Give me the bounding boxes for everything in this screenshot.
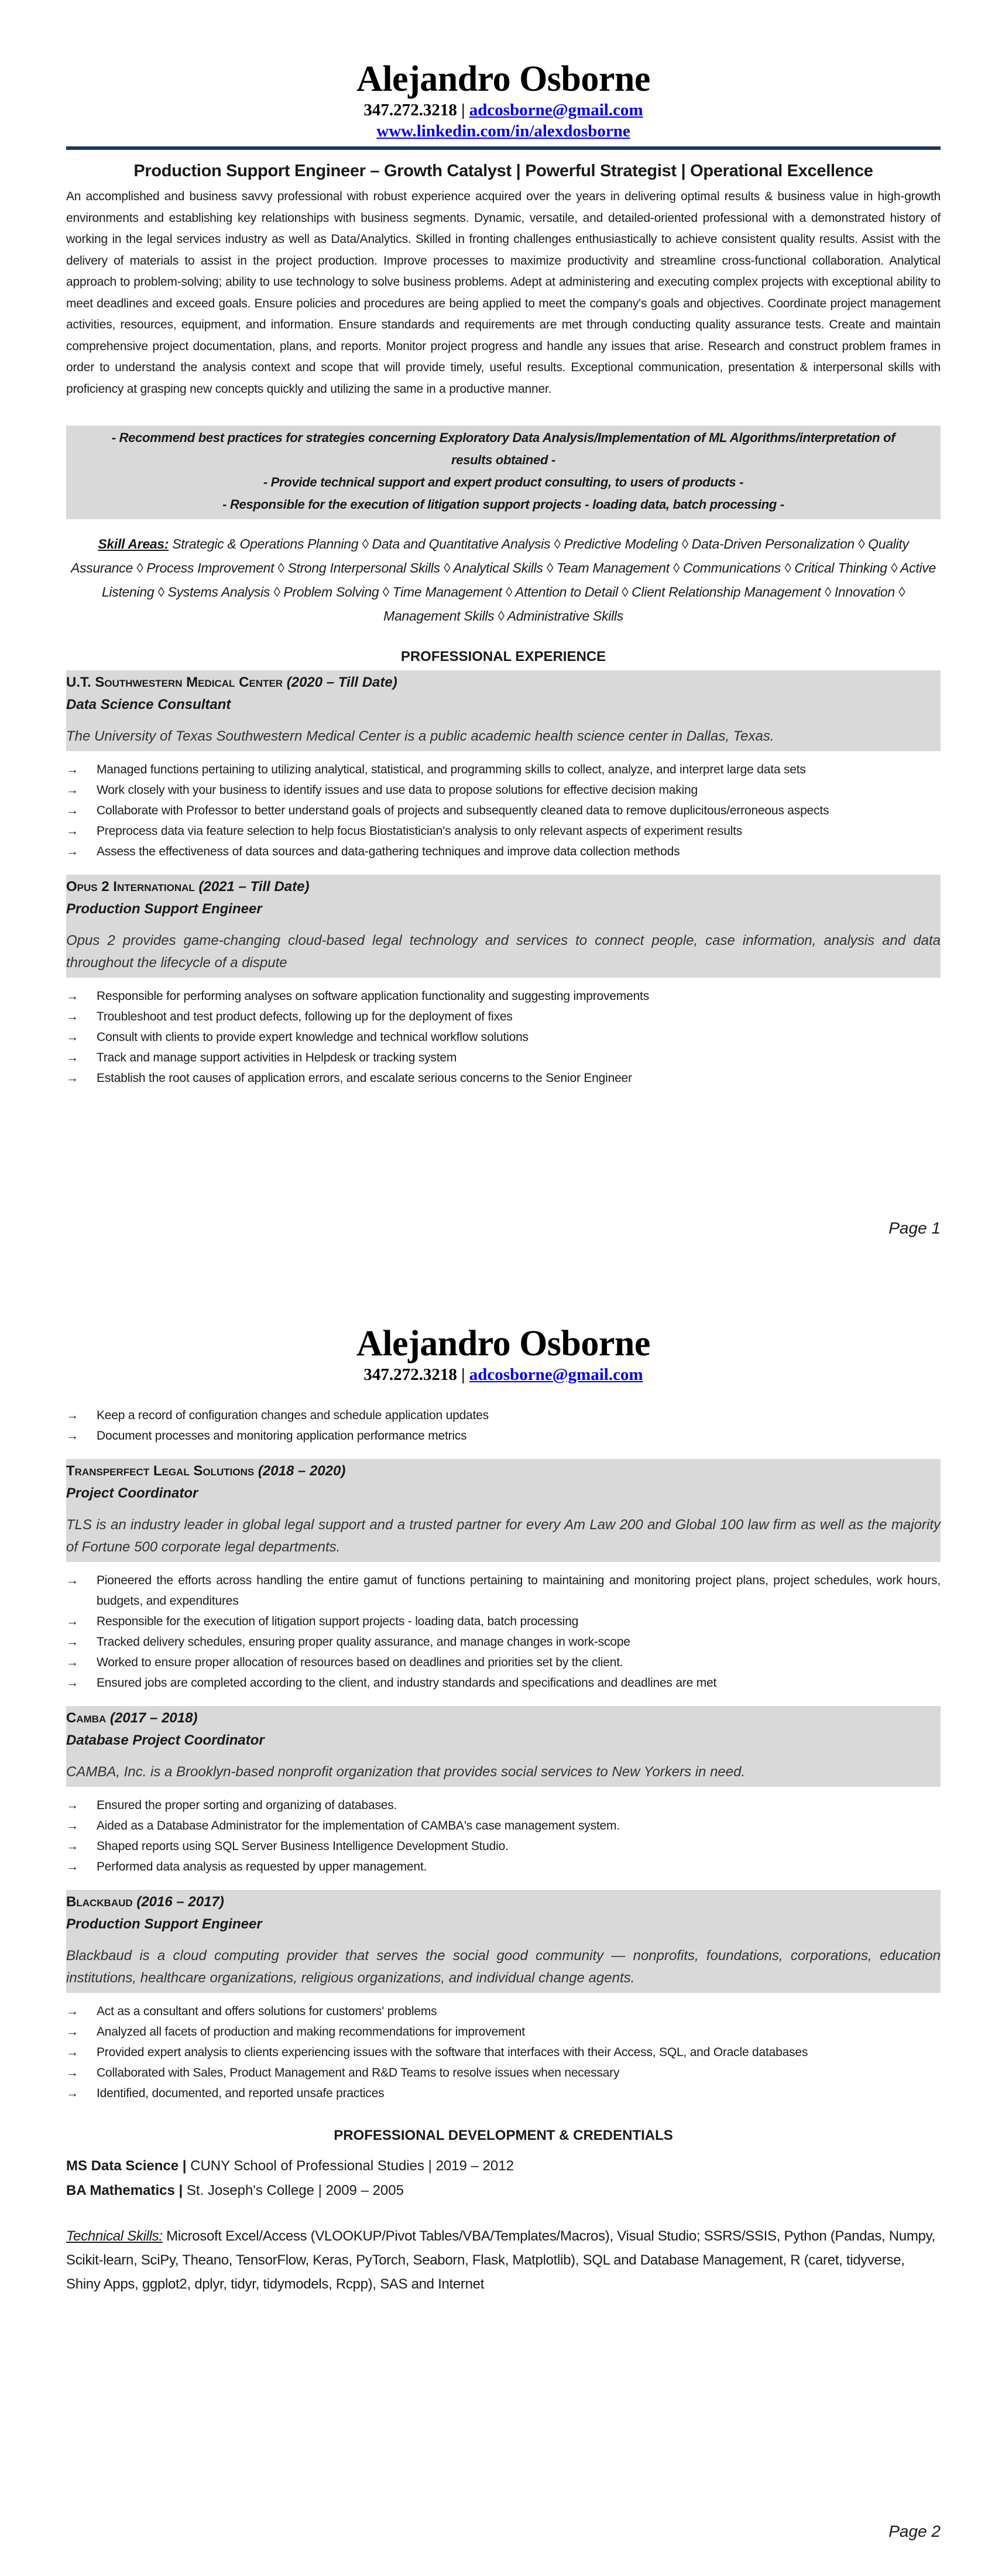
bullet-text: Identified, documented, and reported unsafe practices — [97, 2087, 385, 2100]
bullet-text: Troubleshoot and test product defects, following up for the deployment of fixes — [97, 1010, 513, 1023]
job-bullets — [66, 986, 941, 1088]
company-name: Transperfect Legal Solutions — [66, 1463, 255, 1479]
company-name: Blackbaud — [66, 1894, 133, 1910]
bullet-item — [66, 780, 941, 800]
arrow-icon: → — [66, 1635, 78, 1649]
skill-areas — [66, 532, 941, 628]
technical-skills-label: Technical Skills: — [66, 2228, 163, 2244]
arrow-icon: → — [66, 1574, 78, 1587]
job-header-box — [66, 670, 941, 751]
bullet-text: Provided expert analysis to clients experiencing issues with the software that interfaces with their Access, SQL, and Oracle databases — [97, 2046, 808, 2059]
job-entry — [66, 875, 941, 1088]
job-dates: (2020 – Till Date) — [283, 674, 397, 690]
degree-details: St. Joseph's College | 2009 – 2005 — [183, 2183, 404, 2198]
bullet-text: Performed data analysis as requested by upper management. — [97, 1860, 427, 1873]
email-link[interactable]: adcosborne@gmail.com — [469, 1365, 643, 1384]
job-dates: (2017 – 2018) — [106, 1710, 198, 1726]
job-entry — [66, 1459, 941, 1693]
bullet-item — [66, 1027, 941, 1047]
education-heading: PROFESSIONAL DEVELOPMENT & CREDENTIALS — [334, 2128, 673, 2143]
arrow-icon: → — [66, 1030, 78, 1044]
bullet-text: Act as a consultant and offers solutions for customers' problems — [97, 2005, 437, 2018]
job-header-box — [66, 1890, 941, 1993]
technical-skills — [66, 2224, 941, 2296]
resume-page-2 — [0, 1288, 995, 2576]
job-entry — [66, 1890, 941, 2104]
continued-bullets — [66, 1405, 941, 1446]
bullet-item — [66, 1673, 941, 1693]
bullet-text: Ensured jobs are completed according to the client, and industry standards and specifications and deadlines are met — [97, 1676, 717, 1690]
company-description: TLS is an industry leader in global legal support and a trusted partner for every Am Law 200 and Global 100 law firm as well as the majority of Fortune 500 corporate legal departments. — [66, 1517, 941, 1555]
bullet-item — [66, 1856, 941, 1877]
summary: An accomplished and business savvy professional with robust experience acquired over the years in delivering optimal results & business value in high-growth environments and establishing key relationships with business segments. Dynamic, versatile, and detailed-oriented professional with a demonstrated history of working in the legal services industry as well as Data/Analytics. Skilled in fronting challenges enthusiastically to achieve consistent quality results. Assist with the delivery of materials to assist in the project production. Improve processes to maximize productivity and streamline cross-functional collaboration. Analytical approach to problem-solving; ability to use technology to solve business problems. Adept at administering and executing complex projects with exceptional ability to meet deadlines and exceed goals. Ensure policies and procedures are being applied to meet the company's goals and objectives. Coordinate project management activities, resources, equipment, and information. Ensure standards and requirements are met through conducting quality assurance tests. Create and maintain comprehensive project documentation, plans, and reports. Monitor project progress and handle any issues that arise. Research and construct problem frames in order to understand the analysis context and scope that will provide timely, useful results. Exceptional communication, presentation & interpersonal skills with proficiency at grasping new concepts quickly and utilizing the same in a productive manner. — [66, 190, 941, 396]
bullet-item — [66, 1068, 941, 1088]
arrow-icon: → — [66, 804, 78, 817]
headline: Production Support Engineer – Growth Catalyst | Powerful Strategist | Operational Excellence — [133, 162, 873, 180]
bullet-item — [66, 1652, 941, 1673]
linkedin-link[interactable]: www.linkedin.com/in/alexdosborne — [376, 122, 630, 141]
bullet-item — [66, 841, 941, 862]
arrow-icon: → — [66, 2066, 78, 2080]
arrow-icon: → — [66, 1839, 78, 1853]
education-list — [66, 2154, 941, 2203]
header-divider — [66, 146, 941, 150]
job-header-box — [66, 1706, 941, 1787]
technical-skills-text: Microsoft Excel/Access (VLOOKUP/Pivot Tables/VBA/Templates/Macros), Visual Studio; SSRS/SSIS, Python (Pandas, Numpy, Scikit-learn, SciPy, Theano, TensorFlow, Keras, PyTorch, Seaborn, Flask, Matplotlib), SQL and Database Management, R (caret, tidyverse, Shiny Apps, ggplot2, dplyr, tidyr, tidymodels, Rcpp), SAS and Internet — [66, 2228, 935, 2292]
bullet-text: Preprocess data via feature selection to help focus Biostatistician's analysis to only relevant aspects of experiment results — [97, 824, 743, 838]
job-title: Database Project Coordinator — [66, 1732, 265, 1748]
candidate-name: Alejandro Osborne — [356, 1324, 650, 1364]
bullet-text: Work closely with your business to identify issues and use data to propose solutions for effective decision making — [97, 783, 698, 797]
bullet-item — [66, 2063, 941, 2083]
arrow-icon: → — [66, 1409, 78, 1422]
skill-areas-text: Strategic & Operations Planning ◊ Data and Quantitative Analysis ◊ Predictive Modeling ◊ Data-Driven Personalization ◊ Quality Assurance ◊ Process Improvement ◊ Strong Interpersonal Skills ◊ Analytical Skills ◊ Team Management ◊ Communications ◊ Critical Thinking ◊ Active Listening ◊ Systems Analysis ◊ Problem Solving ◊ Time Management ◊ Attention to Detail ◊ Client Relationship Management ◊ Innovation ◊ Management Skills ◊ Administrative Skills — [71, 536, 936, 624]
company-description: The University of Texas Southwestern Medical Center is a public academic health science center in Dallas, Texas. — [66, 728, 774, 744]
job-entry — [66, 670, 941, 862]
bullet-item — [66, 1570, 941, 1611]
bullet-item — [66, 986, 941, 1006]
job-title: Production Support Engineer — [66, 1916, 262, 1932]
company-line — [66, 1707, 941, 1729]
bullet-item — [66, 1611, 941, 1632]
bullet-text: Establish the root causes of application errors, and escalate serious concerns to the Senior Engineer — [97, 1071, 632, 1085]
highlight-item: - Responsible for the execution of litigation support projects - loading data, batch processing - — [222, 497, 784, 512]
arrow-icon: → — [66, 1429, 78, 1443]
bullet-text: Track and manage support activities in Helpdesk or tracking system — [97, 1051, 457, 1064]
arrow-icon: → — [66, 2005, 78, 2018]
bullet-item — [66, 2042, 941, 2063]
job-entry — [66, 1706, 941, 1877]
education-item — [66, 2178, 941, 2203]
arrow-icon: → — [66, 1010, 78, 1023]
job-dates: (2021 – Till Date) — [194, 879, 310, 895]
arrow-icon: → — [66, 1071, 78, 1085]
arrow-icon: → — [66, 1819, 78, 1832]
bullet-item — [66, 1836, 941, 1856]
highlight-item: - Recommend best practices for strategies concerning Exploratory Data Analysis/Implementation of ML Algorithms/interpretation of results obtained - — [111, 430, 896, 467]
arrow-icon: → — [66, 763, 78, 776]
job-title: Production Support Engineer — [66, 901, 262, 917]
bullet-text: Managed functions pertaining to utilizing analytical, statistical, and programming skills to collect, analyze, and interpret large data sets — [97, 763, 806, 776]
bullet-text: Pioneered the efforts across handling the entire gamut of functions pertaining to maintaining and monitoring project plans, project schedules, work hours, budgets, and expenditures — [97, 1574, 941, 1608]
arrow-icon: → — [66, 845, 78, 858]
degree: BA Mathematics | — [66, 2183, 183, 2198]
company-description: CAMBA, Inc. is a Brooklyn-based nonprofit organization that provides social services to New Yorkers in need. — [66, 1764, 746, 1780]
bullet-text: Assess the effectiveness of data sources and data-gathering techniques and improve data collection methods — [97, 845, 680, 858]
bullet-item — [66, 821, 941, 841]
bullet-item — [66, 1006, 941, 1027]
company-description: Opus 2 provides game-changing cloud-based legal technology and services to connect people, case information, analysis and data throughout the lifecycle of a dispute — [66, 933, 941, 971]
bullet-text: Shaped reports using SQL Server Business Intelligence Development Studio. — [97, 1839, 509, 1853]
company-line — [66, 876, 941, 898]
page-number: Page 2 — [888, 2522, 941, 2540]
bullet-item — [66, 2022, 941, 2042]
contact-line — [66, 1364, 941, 1385]
bullet-item — [66, 759, 941, 780]
job-bullets — [66, 1795, 941, 1877]
page-2-content — [66, 1323, 941, 2296]
arrow-icon: → — [66, 1615, 78, 1628]
bullet-item — [66, 2083, 941, 2104]
page-number: Page 1 — [888, 1219, 941, 1237]
highlights-box — [66, 426, 941, 519]
arrow-icon: → — [66, 1799, 78, 1812]
bullet-item — [66, 1632, 941, 1652]
arrow-icon: → — [66, 2087, 78, 2100]
company-line — [66, 672, 941, 694]
arrow-icon: → — [66, 1860, 78, 1873]
phone: 347.272.3218 — [363, 101, 457, 119]
bullet-text: Responsible for the execution of litigation support projects - loading data, batch processing — [97, 1615, 579, 1628]
bullet-item — [66, 1047, 941, 1068]
bullet-item — [66, 1795, 941, 1815]
degree-details: CUNY School of Professional Studies | 2019 – 2012 — [186, 2158, 514, 2174]
bullet-text: Document processes and monitoring application performance metrics — [97, 1429, 467, 1443]
arrow-icon: → — [66, 783, 78, 797]
arrow-icon: → — [66, 1676, 78, 1690]
company-line — [66, 1460, 941, 1482]
separator: | — [457, 101, 469, 119]
company-line — [66, 1891, 941, 1913]
contact-line — [66, 100, 941, 121]
bullet-text: Tracked delivery schedules, ensuring proper quality assurance, and manage changes in work-scope — [97, 1635, 630, 1649]
job-bullets — [66, 1570, 941, 1693]
job-title: Data Science Consultant — [66, 697, 231, 712]
education-item — [66, 2154, 941, 2178]
job-bullets — [66, 759, 941, 862]
company-description: Blackbaud is a cloud computing provider that serves the social good community — nonprofits, foundations, corporations, education institutions, healthcare organizations, religious organizations, and individual change agents. — [66, 1948, 941, 1986]
bullet-item — [66, 2001, 941, 2022]
bullet-text: Keep a record of configuration changes and schedule application updates — [97, 1409, 489, 1422]
skill-areas-label: Skill Areas: — [98, 536, 169, 551]
company-name: Opus 2 International — [66, 879, 195, 895]
bullet-item — [66, 1426, 941, 1446]
page-1-content — [66, 59, 941, 1101]
job-header-box — [66, 1459, 941, 1562]
job-bullets — [66, 2001, 941, 2104]
bullet-text: Aided as a Database Administrator for the implementation of CAMBA's case management system. — [97, 1819, 620, 1832]
arrow-icon: → — [66, 1656, 78, 1669]
bullet-text: Collaborate with Professor to better understand goals of projects and subsequently cleaned data to remove duplicitous/erroneous aspects — [97, 804, 829, 817]
arrow-icon: → — [66, 989, 78, 1003]
highlight-item: - Provide technical support and expert product consulting, to users of products - — [263, 475, 744, 489]
job-dates: (2016 – 2017) — [132, 1894, 224, 1910]
company-name: Camba — [66, 1710, 107, 1726]
job-dates: (2018 – 2020) — [254, 1463, 346, 1479]
job-title: Project Coordinator — [66, 1485, 198, 1501]
candidate-name: Alejandro Osborne — [356, 59, 650, 99]
separator: | — [457, 1365, 469, 1384]
linkedin-line — [66, 121, 941, 142]
bullet-item — [66, 1405, 941, 1426]
bullet-text: Worked to ensure proper allocation of resources based on deadlines and priorities set by the client. — [97, 1656, 623, 1669]
phone: 347.272.3218 — [363, 1365, 457, 1384]
arrow-icon: → — [66, 824, 78, 838]
degree: MS Data Science | — [66, 2158, 187, 2174]
arrow-icon: → — [66, 1051, 78, 1064]
company-name: U.T. Southwestern Medical Center — [66, 674, 283, 690]
bullet-text: Collaborated with Sales, Product Management and R&D Teams to resolve issues when necessary — [97, 2066, 620, 2080]
arrow-icon: → — [66, 2046, 78, 2059]
bullet-text: Ensured the proper sorting and organizing of databases. — [97, 1799, 397, 1812]
experience-heading: PROFESSIONAL EXPERIENCE — [400, 649, 606, 664]
job-header-box — [66, 875, 941, 978]
arrow-icon: → — [66, 2025, 78, 2039]
email-link[interactable]: adcosborne@gmail.com — [469, 101, 643, 119]
bullet-text: Consult with clients to provide expert knowledge and technical workflow solutions — [97, 1030, 529, 1044]
bullet-text: Responsible for performing analyses on software application functionality and suggesting improvements — [97, 989, 649, 1003]
bullet-item — [66, 800, 941, 821]
bullet-text: Analyzed all facets of production and making recommendations for improvement — [97, 2025, 525, 2039]
bullet-item — [66, 1815, 941, 1836]
